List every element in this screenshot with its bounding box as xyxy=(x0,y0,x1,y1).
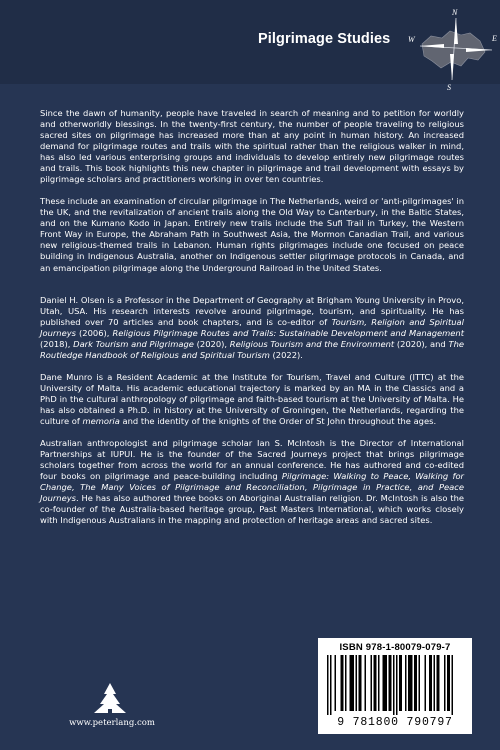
barcode-bar xyxy=(425,655,427,711)
bio-text: . He has also authored three books on Aboriginal Australian religion. Dr. McIntosh is also the co-founder of the Australia-based heritage group, Past Masters International, which works closely with Indigenous Australians in the mapping and protection of heritage areas and sacred sites. xyxy=(40,493,464,526)
barcode-bar xyxy=(330,655,332,715)
compass-letter-s: S xyxy=(447,83,451,92)
bio-text: (2022). xyxy=(269,349,303,360)
barcode-bar xyxy=(393,655,395,715)
bio-text: Daniel H. Olsen is a Professor in the Department of Geography at Brigham Young University in Provo, Utah, USA. His research interests revolve around pilgrimage, tourism, and spirituality. He has published over 70 articles and book chapters, and is co-editor of xyxy=(40,294,464,327)
barcode-bar xyxy=(374,655,377,711)
book-title: Pilgrimage: Walking to Peace, Walking for Change, The Many Voices of Pilgrimage and Reconciliation, Pilgrimage in Practice, and Peace Journeys xyxy=(40,470,464,504)
barcode-bar xyxy=(429,655,432,711)
barcode-bar xyxy=(356,655,358,711)
barcode-bar xyxy=(359,655,362,711)
compass-letter-w: W xyxy=(408,35,415,44)
bio-text: (2006), xyxy=(76,327,113,338)
publisher-url: www.peterlang.com xyxy=(69,718,155,728)
barcode-bar xyxy=(389,655,392,711)
isbn-label: ISBN 978-1-80079-079-7 xyxy=(339,642,451,653)
bio-text: Australian anthropologist and pilgrimage scholar Ian S. McIntosh is the Director of International Partnerships at IUPUI. He is the founder of the Sacred Journeys project that brings pilgrimage scholars together from across the world for an annual conference. He has authored and co-edited four books on pilgrimage and peace-building including xyxy=(40,437,464,481)
compass-map-logo xyxy=(384,4,500,94)
barcode-bar xyxy=(327,655,329,715)
bio-text: (2018), xyxy=(40,338,74,349)
bio-text: Dane Munro is a Resident Academic at the Institute for Tourism, Travel and Culture (ITTC) at the University of Malta. His academic educational trajectory is marked by an MA in the Classics and a PhD in the cultural anthropology of pilgrimage and faith-based tourism at the University of Malta. He has also obtained a Ph.D. in history at the University of Groningen, the Netherlands, regarding the culture of xyxy=(40,371,464,426)
barcode-bar xyxy=(434,655,436,711)
barcode-digits: 9 781800 790797 xyxy=(337,716,453,729)
barcode-bar xyxy=(345,655,347,711)
barcode-bar xyxy=(437,655,440,711)
barcode-bar xyxy=(378,655,380,711)
barcode-bar xyxy=(383,655,388,711)
italic-term: memoria xyxy=(82,415,120,426)
barcode-bar xyxy=(419,655,421,711)
barcode-bar xyxy=(396,655,398,715)
barcode-bar xyxy=(452,655,454,715)
isbn-barcode-box xyxy=(318,638,472,734)
barcode-bar xyxy=(414,655,417,711)
barcode-bar xyxy=(399,655,402,711)
book-title: Religious Tourism and the Environment xyxy=(229,338,395,349)
barcode-bar xyxy=(405,655,407,711)
barcode-bar xyxy=(444,655,446,711)
book-title: Tourism, Religion and Spiritual Journeys xyxy=(40,316,464,338)
bio-text: (2020), xyxy=(193,338,230,349)
barcode-bars xyxy=(323,655,467,719)
bio-text: (2020), and xyxy=(394,338,449,349)
editor-bio-mcintosh xyxy=(40,438,464,526)
description-paragraph: Since the dawn of humanity, people have traveled in search of meaning and to petition for worldly and otherworldly blessings. In the twenty-first century, the number of people traveling to religious sacred sites on pilgrimage has increased more than at any point in human history. An increased demand for pilgrimage routes and trails with the spiritual rather than the religious walker in mind, has also led various enterprising groups and individuals to develop entirely new pilgrimage routes and trails. This book highlights this new chapter in pilgrimage and trail development with essays by pilgrimage scholars and practitioners working in over ten countries. xyxy=(40,108,464,185)
compass-letter-n: N xyxy=(452,8,458,17)
barcode-bar xyxy=(371,655,373,711)
peter-lang-logo-icon xyxy=(86,682,134,714)
barcode-bar xyxy=(408,655,413,711)
compass-letter-e: E xyxy=(492,34,497,43)
barcode-bar xyxy=(335,655,337,711)
barcode-bar xyxy=(365,655,367,711)
bio-text: and the identity of the knights of the Order of St John throughout the ages. xyxy=(119,415,437,426)
series-title: Pilgrimage Studies xyxy=(258,31,391,47)
book-title: The Routledge Handbook of Religious and Spiritual Tourism xyxy=(40,338,464,360)
book-title: Dark Tourism and Pilgrimage xyxy=(73,338,194,349)
barcode-bar xyxy=(350,655,355,711)
back-cover-text xyxy=(40,108,464,537)
description-paragraph: These include an examination of circular pilgrimage in The Netherlands, weird or 'anti-pilgrimages' in the UK, and the revitalization of ancient trails along the Old Way to Canterbury, in the Baltic States, and on the Kumano Kodo in Japan. Entirely new trails include the Sufi Trail in Turkey, the Western Front Way in Europe, the Abraham Path in Southwest Asia, the Mormon Canadian Trail, and various new religious-themed trails in Lebanon. Human rights pilgrimages include one focused on peace building in Indigenous Australia, another on Indigenous settler pilgrimage protocols in Canada, and an emancipation pilgrimage along the Underground Railroad in the United States. xyxy=(40,196,464,273)
editor-bio-olsen xyxy=(40,295,464,361)
book-title: Religious Pilgrimage Routes and Trails: Sustainable Development and Management xyxy=(112,327,464,338)
editor-bio-munro xyxy=(40,372,464,427)
barcode-bar xyxy=(447,655,450,711)
barcode-bar xyxy=(341,655,344,711)
